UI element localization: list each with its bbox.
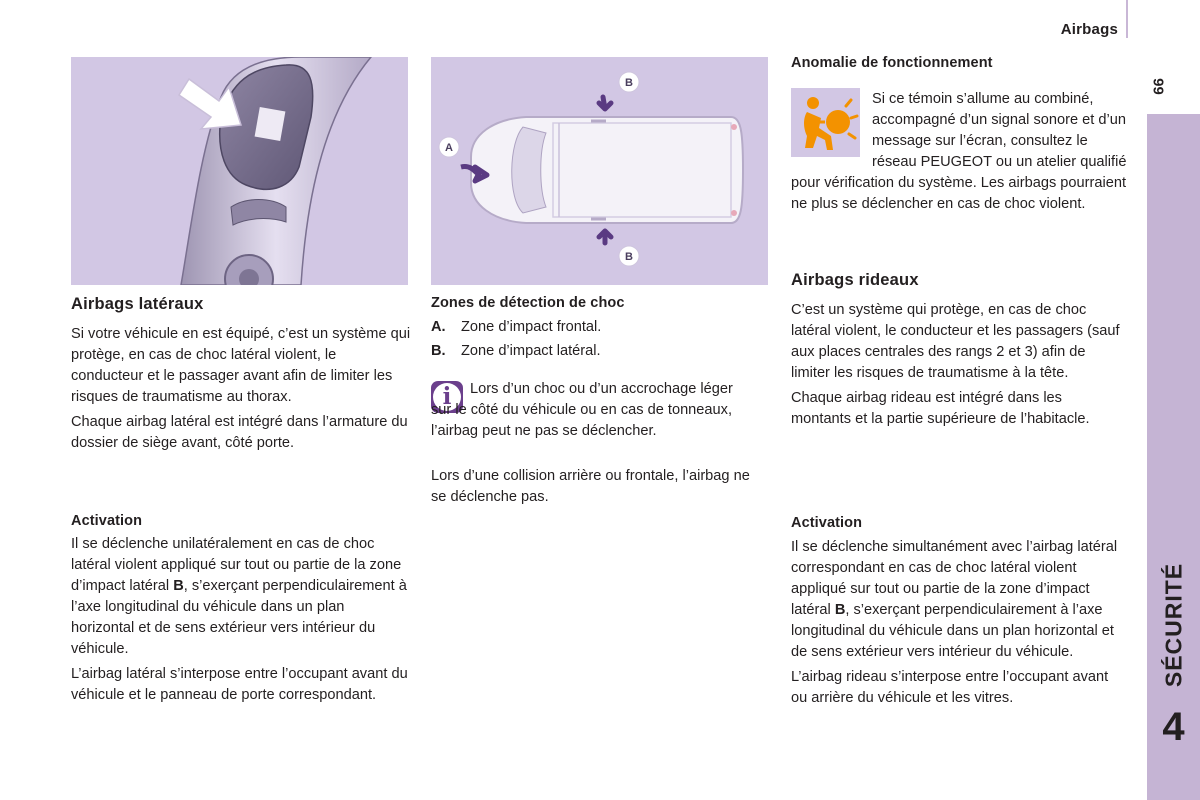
side-airbags-intro-p2: Chaque airbag latéral est intégré dans l’armature du dossier de siège avant, côté porte. [71, 414, 408, 451]
chapter-title: SÉCURITÉ [1160, 562, 1186, 688]
curtain-intro-p2: Chaque airbag rideau est intégré dans les montants et la partie supérieure de l’habitacle. [791, 390, 1090, 427]
curtain-intro-p1: C’est un système qui protège, en cas de choc latéral violent, le conducteur et les passagers (sauf aux places centrales des rangs 2 et 3) afin de limiter les risques de traumatisme à la tête. [791, 302, 1120, 381]
curtain-activation-p1-a: Il se déclenche simultanément avec l’airbag latéral correspondant en cas de choc latéral violent appliqué sur tout ou partie de la zone d’impact latéral [791, 539, 1118, 618]
vehicle-zones-illustration [431, 57, 768, 285]
curtain-activation-p1 [791, 537, 1126, 663]
side-airbags-intro-p1: Si votre véhicule en est équipé, c’est un système qui protège, en cas de choc latéral violent, le conducteur et le passager avant afin de limiter les risques de traumatisme au thorax. [71, 326, 411, 405]
zones-heading: Zones de détection de choc [431, 295, 625, 311]
zone-item-a [431, 317, 601, 338]
anomaly-text-body [791, 89, 1131, 215]
header-divider [1126, 0, 1128, 38]
section-title: Airbags [1060, 21, 1118, 38]
curtain-airbags-intro [791, 300, 1121, 430]
side-activation-heading: Activation [71, 513, 143, 529]
curtain-activation-p1-b: , s’exerçant perpendiculairement à l’axe longitudinal du véhicule dans un plan horizontal et de sens extérieur vers intérieur du véhicule. [791, 602, 1114, 660]
page-number: 99 [1149, 78, 1167, 95]
chapter-number: 4 [1162, 705, 1185, 749]
zone-item-a-letter: A. [431, 319, 446, 335]
side-airbags-heading: Airbags latéraux [71, 295, 204, 313]
zone-b-bottom-label: B [625, 251, 633, 263]
anomaly-float [791, 89, 872, 173]
info-note-second [431, 466, 751, 508]
curtain-activation-p2: L’airbag rideau s’interpose entre l’occupant avant ou arrière du véhicule et les vitres. [791, 669, 1109, 706]
seat-airbag-drawing [71, 57, 408, 285]
vehicle-top-view-drawing [431, 57, 768, 285]
side-airbags-intro [71, 324, 411, 454]
side-activation-p2: L’airbag latéral s’interpose entre l’occupant avant du véhicule et le panneau de porte correspondant. [71, 666, 408, 703]
zone-a-label: A [445, 142, 453, 154]
info-note [431, 379, 751, 442]
side-activation-text [71, 534, 411, 706]
anomaly-text-content: Si ce témoin s’allume au combiné, accompagné d’un signal sonore et d’un message sur l’écran, consultez le réseau PEUGEOT ou un atelier qualifié pour vérification du système. Les airbags pourraient ne plus se déclencher en cas de choc violent. [791, 91, 1127, 212]
chapter-tab [1147, 114, 1200, 800]
zone-b-top-label: B [625, 77, 633, 89]
zone-item-b [431, 341, 601, 362]
anomaly-text [791, 85, 1131, 215]
seat-airbag-illustration [71, 57, 408, 285]
zone-item-b-letter: B. [431, 343, 446, 359]
curtain-airbags-heading: Airbags rideaux [791, 271, 919, 289]
side-activation-zone-b: B [173, 578, 184, 594]
zone-item-a-label: Zone d’impact frontal. [461, 319, 602, 335]
info-icon-glyph: i [433, 383, 461, 411]
curtain-activation-heading: Activation [791, 515, 863, 531]
info-note-p1: Lors d’un choc ou d’un accrochage léger sur le côté du véhicule ou en cas de tonneaux, l’airbag peut ne pas se déclencher. [431, 381, 733, 439]
info-note-p2: Lors d’une collision arrière ou frontale, l’airbag ne se déclenche pas. [431, 468, 750, 505]
side-activation-p1 [71, 534, 411, 660]
curtain-activation-zone-b: B [834, 602, 846, 618]
chapter-title-wrap [1147, 560, 1200, 690]
side-activation-p1-a: Il se déclenche unilatéralement en cas de choc latéral violent appliqué sur tout ou partie de la zone d’impact latéral [71, 536, 402, 594]
side-activation-p1-b: , s’exerçant perpendiculairement à l’axe longitudinal du véhicule dans un plan horizontal et de sens extérieur vers intérieur du véhicule. [71, 578, 407, 657]
curtain-activation-text [791, 537, 1126, 709]
anomaly-heading: Anomalie de fonctionnement [791, 55, 993, 71]
zone-item-b-label: Zone d’impact latéral. [461, 343, 601, 359]
